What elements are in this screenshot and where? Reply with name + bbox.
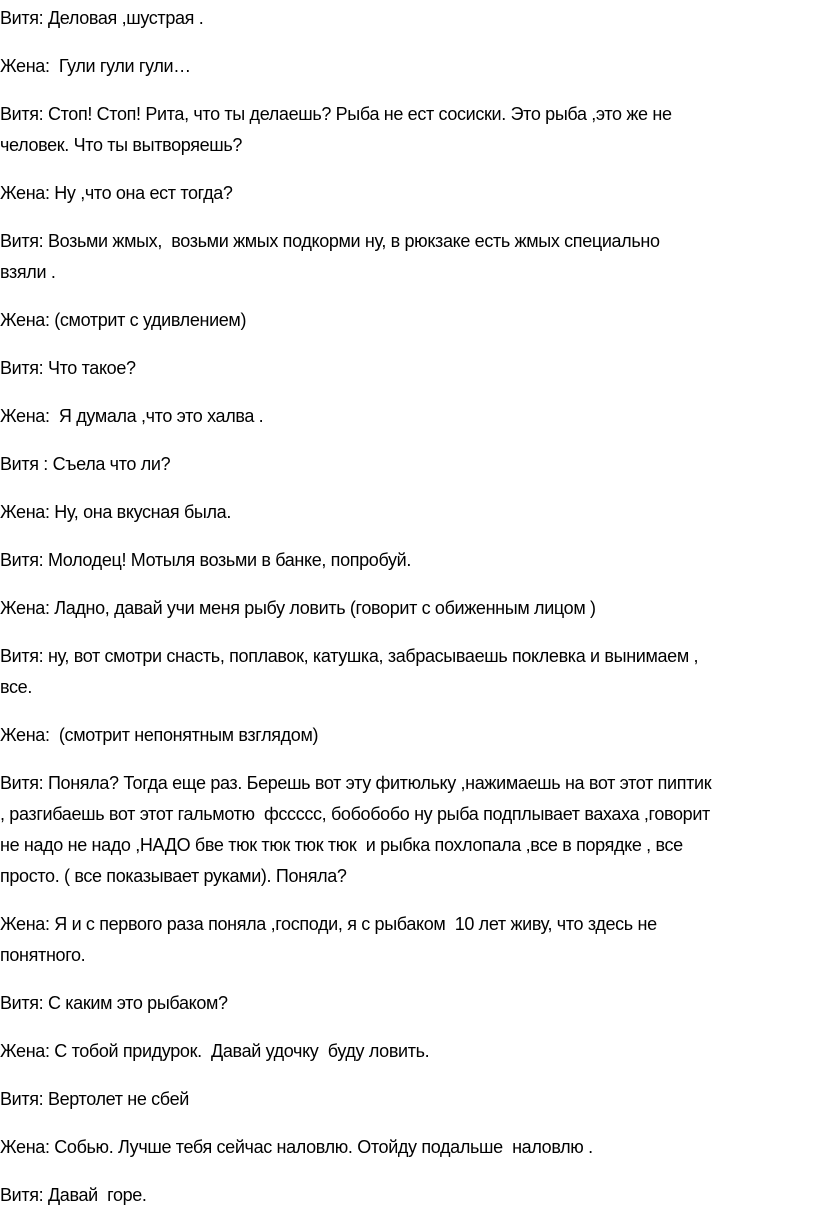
text-line: не надо не надо ,НАДО бве тюк тюк тюк тюк и рыбка похлопала ,все в порядке , все xyxy=(0,835,683,855)
text-line: Витя: ну, вот смотри снасть, поплавок, катушка, забрасываешь поклевка и вынимаем , xyxy=(0,646,699,666)
text-line: Жена: Собью. Лучше тебя сейчас наловлю. Отойду подальше наловлю . xyxy=(0,1137,593,1157)
text-line: Витя: Деловая ,шустрая . xyxy=(0,8,204,28)
dialogue-paragraph xyxy=(0,226,816,288)
text-line: Жена: (смотрит с удивлением) xyxy=(0,310,247,330)
dialogue-paragraph xyxy=(0,1036,816,1067)
text-line: Жена: С тобой придурок. Давай удочку буду ловить. xyxy=(0,1041,430,1061)
text-line: Витя: Вертолет не сбей xyxy=(0,1089,189,1109)
text-line: Витя: Поняла? Тогда еще раз. Берешь вот эту фитюльку ,нажимаешь на вот этот пиптик xyxy=(0,773,712,793)
dialogue-paragraph xyxy=(0,1132,816,1163)
text-line: Витя: Молодец! Мотыля возьми в банке, попробуй. xyxy=(0,550,412,570)
text-line: взяли . xyxy=(0,262,56,282)
dialogue-paragraph xyxy=(0,593,816,624)
text-line: , разгибаешь вот этот гальмотю фссссс, бобобобо ну рыба подплывает вахаха ,говорит xyxy=(0,804,710,824)
text-line: Витя: Давай горе. xyxy=(0,1185,147,1205)
text-line: Жена: Гули гули гули… xyxy=(0,56,191,76)
dialogue-paragraph xyxy=(0,401,816,432)
dialogue-paragraph xyxy=(0,497,816,528)
dialogue-paragraph xyxy=(0,720,816,751)
dialogue-paragraph xyxy=(0,449,816,480)
dialogue-paragraph xyxy=(0,545,816,576)
text-line: Витя: Возьми жмых, возьми жмых подкорми ну, в рюкзаке есть жмых специально xyxy=(0,231,660,251)
text-line: Жена: Я думала ,что это халва . xyxy=(0,406,264,426)
dialogue-paragraph xyxy=(0,641,816,703)
text-line: Жена: Ну ,что она ест тогда? xyxy=(0,183,233,203)
dialogue-paragraph xyxy=(0,3,816,34)
text-line: Витя: Что такое? xyxy=(0,358,136,378)
text-line: Жена: Ну, она вкусная была. xyxy=(0,502,231,522)
dialogue-paragraph xyxy=(0,51,816,82)
text-line: человек. Что ты вытворяешь? xyxy=(0,135,243,155)
text-line: все. xyxy=(0,677,32,697)
dialogue-paragraph xyxy=(0,909,816,971)
text-line: Витя: Стоп! Стоп! Рита, что ты делаешь? Рыба не ест сосиски. Это рыба ,это же не xyxy=(0,104,672,124)
text-line: Витя: С каким это рыбаком? xyxy=(0,993,228,1013)
text-line: Жена: (смотрит непонятным взглядом) xyxy=(0,725,319,745)
dialogue-paragraph xyxy=(0,353,816,384)
text-line: Витя : Съела что ли? xyxy=(0,454,171,474)
dialogue-paragraph xyxy=(0,988,816,1019)
text-line: Жена: Ладно, давай учи меня рыбу ловить (говорит с обиженным лицом ) xyxy=(0,598,596,618)
text-line: Жена: Я и с первого раза поняла ,господи, я с рыбаком 10 лет живу, что здесь не xyxy=(0,914,657,934)
dialogue-paragraph xyxy=(0,1180,816,1211)
text-line: понятного. xyxy=(0,945,86,965)
dialogue-paragraph xyxy=(0,99,816,161)
text-line: просто. ( все показывает руками). Поняла? xyxy=(0,866,347,886)
dialogue-paragraph xyxy=(0,305,816,336)
dialogue-paragraph xyxy=(0,178,816,209)
dialogue-paragraph xyxy=(0,768,816,892)
document-body xyxy=(0,3,816,1228)
dialogue-paragraph xyxy=(0,1084,816,1115)
